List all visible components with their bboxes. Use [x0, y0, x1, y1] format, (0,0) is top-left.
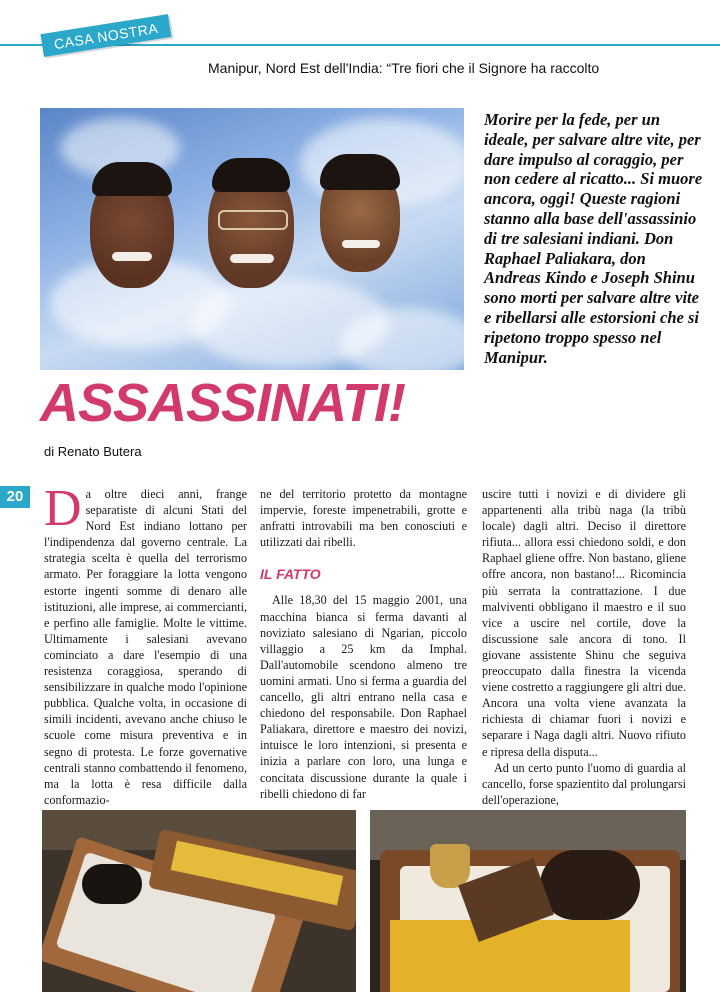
section-tag: CASA NOSTRA — [40, 14, 171, 57]
coffin-photo-right — [370, 810, 686, 992]
byline: di Renato Butera — [44, 444, 142, 459]
article-title: ASSASSINATI! — [40, 373, 406, 433]
column-3-text-1: uscire tutti i novizi e di dividere gli appartenenti alla tribù naga (la tribù locale) dagli altri. Deciso il direttore rifiuta... allora essi chiedono soldi, e don Raphael gliene offre. Non bastano, gliene offre ancora, non bastano!... Ricomincia più serrata la contrattazione. I due malviventi obbligano il maestro e il suo vice a uscire nel cortile, dove la discussione sale ancora di tono. Il giovane assistente Shinu che seguiva preoccupato dalla finestra la vicenda viene costretto a raggiungere gli altri due. Ancora una volta viene avanzata la richiesta di chiamar fuori i novizi e separare i Naga dagli altri. Nuovo rifiuto e ripresa della disputa... — [482, 487, 686, 759]
portrait-face-2 — [208, 164, 294, 288]
header-line: Manipur, Nord Est dell'India: “Tre fiori che il Signore ha raccolto — [208, 60, 600, 76]
subheading: IL FATTO — [260, 566, 321, 583]
intro-text: Morire per la fede, per un ideale, per salvare altre vite, per dare impulso al coraggio, per non cedere al ricatto... Si muore ancora, oggi! Queste ragioni stanno alla base dell'assassinio di tre salesiani indiani. Don Raphael Paliakara, don Andreas Kindo e Joseph Shinu sono morti per salvare altre vite e ribellarsi alle estorsioni che si ripetono troppo spesso nel Manipur. — [484, 110, 703, 367]
column-3-text-2: Ad un certo punto l'uomo di guardia al cancello, forse spazientito dal prolungarsi dell'operazione, — [482, 760, 686, 807]
column-2 — [260, 486, 467, 802]
column-1-text: a oltre dieci anni, frange separatiste di alcuni Stati del Nord Est indiano lottano per l'indipendenza dal governo centrale. La strategia scelta è quella del terrorismo armato. Per foraggiare la lotta vengono estorte ingenti somme di denaro alle istituzioni, alle imprese, ai commercianti, e perfino alle famiglie. Molte le vittime. Ultimamente i salesiani avevano cominciato a dare l'esempio di una resistenza coraggiosa, sperando di sensibilizzare in qualche modo l'opinione pubblica. Qualche volta, in occasione di simili incidenti, avevano anche chiuso le scuole come misura preventiva e in segno di protesta. Le forze governative centrali stanno combattendo il fenomeno, ma la lotta è resa difficile dalla conformazio- — [44, 487, 247, 807]
page-number: 20 — [0, 486, 30, 508]
coffins-photo-left — [42, 810, 356, 992]
column-1 — [44, 480, 247, 808]
column-2-text-2: Alle 18,30 del 15 maggio 2001, una macchina bianca si ferma davanti al noviziato salesiano di Ngarian, piccolo villaggio a 25 km da Imphal. Dall'automobile scendono almeno tre uomini armati. Uno si ferma a guardia del cancello, gli altri entrano nella casa e chiedono del responsabile. Don Raphael Paliakara, direttore e maestro dei novizi, intuisce le loro intenzioni, si presenta e inizia a parlare con loro, una lunga e concitata discussione durante la quale i ribelli chiedono di far — [260, 593, 467, 801]
column-2-text-1: ne del territorio protetto da montagne impervie, foreste impenetrabili, grotte e anfratti introvabili ma ben conosciuti e utilizzati dai ribelli. — [260, 487, 467, 550]
drop-cap: D — [44, 480, 82, 537]
portrait-photo — [40, 108, 464, 370]
column-3 — [482, 486, 686, 808]
portrait-face-1 — [90, 168, 174, 288]
portrait-face-3 — [320, 160, 400, 272]
